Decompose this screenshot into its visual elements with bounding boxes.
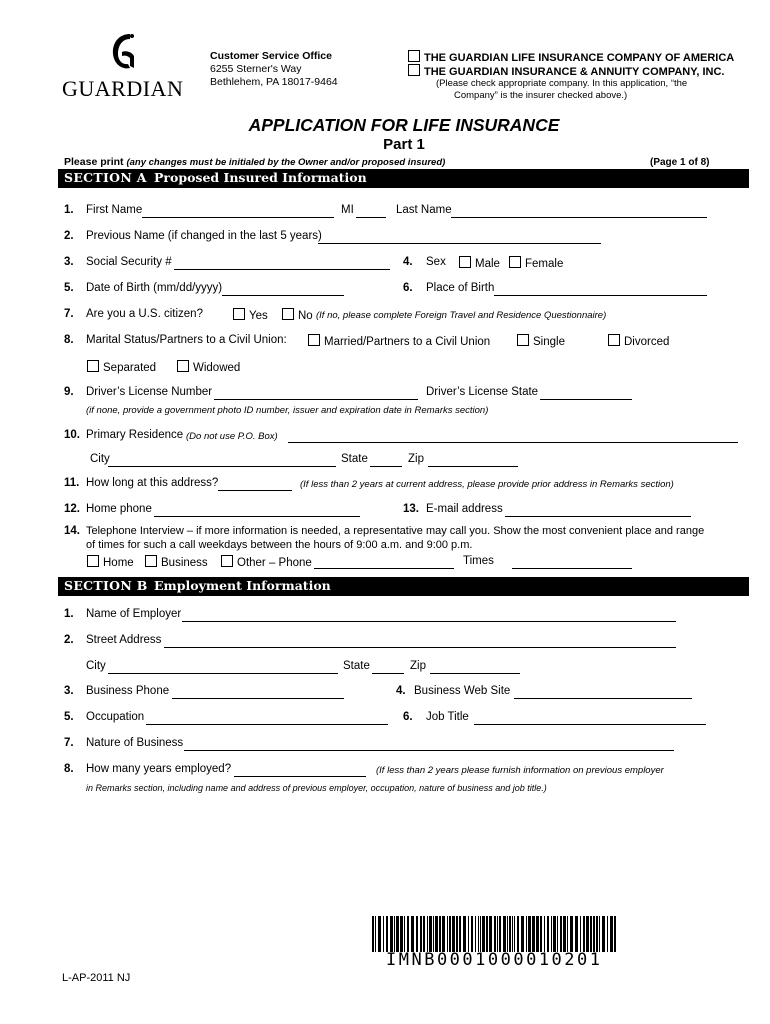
q5-number: 5. [64,282,74,294]
license-note: (if none, provide a government photo ID number, issuer and expiration date in Remarks section) [86,405,489,416]
email-label: E-mail address [426,503,503,515]
barcode-bar [404,916,405,952]
q8-number: 8. [64,334,74,346]
barcode-bar [494,916,496,952]
sex-label: Sex [426,256,446,268]
first-name-label: First Name [86,204,143,216]
website-label: Business Web Site [414,685,511,697]
separated-label: Separated [103,362,157,374]
business-phone-label: Business Phone [86,685,170,697]
employer-state-field[interactable] [372,661,404,674]
times-label: Times [463,555,494,567]
website-field[interactable] [514,686,692,699]
barcode-bar [512,916,513,952]
address-duration-note: (If less than 2 years at current address, please provide prior address in Remarks section) [300,479,674,490]
b6-number: 6. [403,711,413,723]
married-checkbox[interactable] [308,334,320,346]
company2-checkbox[interactable] [408,64,420,76]
interview-business-option [145,555,208,569]
interview-text-2: of times for such a call weekdays between the hours of 9:00 a.m. and 9:00 p.m. [86,539,473,551]
section-b-title: Employment Information [154,578,331,593]
nature-business-field[interactable] [184,738,674,751]
barcode-bar [452,916,455,952]
barcode-bar [407,916,409,952]
employer-zip-field[interactable] [430,661,520,674]
previous-name-field[interactable] [318,231,601,244]
widowed-checkbox[interactable] [177,360,189,372]
barcode-bar [433,916,434,952]
barcode-bar [439,916,441,952]
form-code: L-AP-2011 NJ [62,972,131,984]
b8-number: 8. [64,763,74,775]
other-phone-checkbox[interactable] [221,555,233,567]
no-label: No [298,310,313,322]
b2-number: 2. [64,634,74,646]
company1-label: THE GUARDIAN LIFE INSURANCE COMPANY OF AMERICA [424,52,735,64]
employer-city-label: City [86,660,106,672]
city-field[interactable] [108,454,336,467]
company2-label: THE GUARDIAN INSURANCE & ANNUITY COMPANY, INC. [424,66,725,78]
state-label: State [341,453,368,465]
ssn-field[interactable] [174,257,390,270]
single-label: Single [533,336,565,348]
company-option-2 [408,64,724,78]
q-number: 1. [64,204,74,216]
barcode-bar [478,916,479,952]
first-name-field[interactable] [142,205,334,218]
barcode-bar [553,916,556,952]
barcode-bar [442,916,445,952]
barcode-bar [489,916,492,952]
barcode [370,916,620,952]
male-checkbox[interactable] [459,256,471,268]
female-label: Female [525,258,564,270]
employer-name-label: Name of Employer [86,608,182,620]
license-number-label: Driver’s License Number [86,386,213,398]
barcode-bar [400,916,403,952]
section-a-header [58,169,749,188]
barcode-bar [593,916,595,952]
separated-checkbox[interactable] [87,360,99,372]
barcode-bar [468,916,469,952]
print-label: Please print [64,156,124,168]
residence-note: (Do not use P.O. Box) [186,431,278,442]
barcode-bar [390,916,393,952]
last-name-field[interactable] [451,205,707,218]
barcode-bar [486,916,488,952]
barcode-bar [386,916,388,952]
last-name-label: Last Name [396,204,452,216]
q9-number: 9. [64,386,74,398]
dob-label: Date of Birth (mm/dd/yyyy) [86,282,223,294]
b1-number: 1. [64,608,74,620]
b4-number: 4. [396,685,406,697]
job-title-field[interactable] [474,712,706,725]
barcode-bar [471,916,473,952]
q13-number: 13. [403,503,419,515]
q4-number: 4. [403,256,413,268]
barcode-bar [610,916,613,952]
barcode-bar [586,916,589,952]
q12-number: 12. [64,503,80,515]
male-label: Male [475,258,500,270]
street-address-field[interactable] [164,635,676,648]
times-field[interactable] [512,556,632,569]
barcode-bar [411,916,414,952]
divorced-checkbox[interactable] [608,334,620,346]
barcode-bar [383,916,384,952]
citizen-no-checkbox[interactable] [282,308,294,320]
barcode-bar [507,916,508,952]
barcode-bar [463,916,466,952]
barcode-bar [503,916,506,952]
company-note-1: (Please check appropriate company. In this application, “the [436,78,688,89]
barcode-bar [509,916,511,952]
barcode-bar [526,916,527,952]
barcode-text: IMNB0001000010201 [386,950,603,970]
job-title-label: Job Title [426,711,469,723]
single-checkbox[interactable] [517,334,529,346]
barcode-bar [429,916,432,952]
address-duration-field[interactable] [218,478,292,491]
married-label: Married/Partners to a Civil Union [324,336,491,348]
barcode-bar [521,916,524,952]
birthplace-field[interactable] [494,283,707,296]
address-duration-label: How long at this address? [86,477,219,489]
q14-number: 14. [64,525,80,537]
barcode-bar [497,916,498,952]
barcode-bar [499,916,501,952]
employer-state-label: State [343,660,370,672]
divorced-option [608,334,669,348]
barcode-bars [370,916,620,952]
page-number: (Page 1 of 8) [650,157,710,168]
section-a-title: Proposed Insured Information [154,170,367,185]
citizen-note: (If no, please complete Foreign Travel and Residence Questionnaire) [316,310,607,321]
yes-label: Yes [249,310,268,322]
barcode-bar [416,916,418,952]
home-phone-label: Home phone [86,503,152,515]
barcode-bar [560,916,562,952]
office-address-1: 6255 Sterner's Way [210,63,302,75]
citizen-no-option [282,308,313,322]
employer-city-field[interactable] [108,661,338,674]
barcode-bar [528,916,531,952]
business-label: Business [161,557,208,569]
street-address-label: Street Address [86,634,162,646]
barcode-bar [514,916,515,952]
license-state-field[interactable] [540,387,632,400]
license-number-field[interactable] [214,387,418,400]
barcode-bar [563,916,566,952]
widowed-label: Widowed [193,362,241,374]
barcode-bar [607,916,608,952]
q3-number: 3. [64,256,74,268]
interview-other-option [221,555,312,569]
dob-field[interactable] [222,283,344,296]
print-note: (any changes must be initialed by the Owner and/or proposed insured) [126,157,446,168]
citizen-yes-option [233,308,268,322]
sex-male-option [459,256,500,270]
birthplace-label: Place of Birth [426,282,495,294]
barcode-bar [599,916,600,952]
guardian-logo-icon [104,30,144,72]
barcode-bar [449,916,451,952]
barcode-bar [602,916,605,952]
barcode-bar [536,916,539,952]
barcode-bar [540,916,542,952]
barcode-bar [557,916,558,952]
q7-number: 7. [64,308,74,320]
company-note-2: Company” is the insurer checked above.) [454,90,628,101]
barcode-bar [423,916,425,952]
b3-number: 3. [64,685,74,697]
barcode-bar [590,916,592,952]
print-instruction [64,156,445,168]
barcode-bar [475,916,476,952]
interview-home-option [87,555,134,569]
years-employed-label: How many years employed? [86,763,232,775]
zip-field[interactable] [428,454,518,467]
sex-female-option [509,256,563,270]
guardian-logo [60,30,190,102]
occupation-label: Occupation [86,711,145,723]
barcode-bar [378,916,381,952]
single-option [517,334,565,348]
section-b-header [58,577,749,596]
q11-number: 11. [64,477,80,489]
divorced-label: Divorced [624,336,670,348]
years-employed-note-1: (If less than 2 years please furnish information on previous employer [376,765,664,776]
mi-label: MI [341,204,354,216]
business-phone-field[interactable] [172,686,344,699]
barcode-bar [596,916,598,952]
email-field[interactable] [505,504,691,517]
married-option [308,334,490,348]
b7-number: 7. [64,737,74,749]
business-checkbox[interactable] [145,555,157,567]
citizen-yes-checkbox[interactable] [233,308,245,320]
q10-number: 10. [64,429,80,441]
q6-number: 6. [403,282,413,294]
barcode-bar [575,916,578,952]
barcode-bar [435,916,438,952]
previous-name-label: Previous Name (if changed in the last 5 years) [86,230,322,242]
barcode-bar [375,916,376,952]
form-title: APPLICATION FOR LIFE INSURANCE [248,115,560,135]
occupation-field[interactable] [146,712,388,725]
barcode-bar [544,916,545,952]
barcode-bar [547,916,549,952]
company-option-1 [408,50,734,64]
b5-number: 5. [64,711,74,723]
license-state-label: Driver’s License State [426,386,539,398]
form-subtitle: Part 1 [383,136,425,153]
office-address-2: Bethlehem, PA 18017-9464 [210,76,338,88]
logo-wordmark: GUARDIAN [62,76,184,101]
ssn-label: Social Security # [86,256,172,268]
barcode-bar [427,916,428,952]
barcode-bar [480,916,481,952]
female-checkbox[interactable] [509,256,521,268]
employer-name-field[interactable] [182,609,676,622]
nature-business-label: Nature of Business [86,737,184,749]
barcode-bar [394,916,395,952]
citizen-label: Are you a U.S. citizen? [86,308,203,320]
barcode-bar [420,916,422,952]
mi-field[interactable] [356,205,386,218]
barcode-bar [532,916,535,952]
home-phone-field[interactable] [154,504,360,517]
barcode-bar [396,916,399,952]
barcode-bar [447,916,448,952]
barcode-bar [551,916,552,952]
city-label: City [90,453,110,465]
barcode-bar [567,916,568,952]
residence-field[interactable] [288,430,738,443]
years-employed-field[interactable] [234,764,366,777]
widowed-option [177,360,240,374]
other-phone-label: Other – Phone [237,557,312,569]
barcode-bar [580,916,581,952]
barcode-bar [517,916,519,952]
home-label: Home [103,557,134,569]
barcode-bar [570,916,573,952]
barcode-bar [614,916,616,952]
company1-checkbox[interactable] [408,50,420,62]
barcode-bar [583,916,585,952]
employer-zip-label: Zip [410,660,426,672]
q2-number: 2. [64,230,74,242]
separated-option [87,360,156,374]
section-b-label: SECTION B [64,578,148,593]
home-checkbox[interactable] [87,555,99,567]
zip-label: Zip [408,453,424,465]
marital-label: Marital Status/Partners to a Civil Union: [86,334,287,346]
barcode-bar [482,916,485,952]
barcode-bar [372,916,374,952]
office-title: Customer Service Office [210,50,332,62]
barcode-bar [456,916,458,952]
other-phone-field[interactable] [314,556,454,569]
years-employed-note-2: in Remarks section, including name and address of previous employer, occupation, nature of business and job title.) [86,783,547,793]
barcode-bar [459,916,461,952]
state-field[interactable] [370,454,402,467]
residence-label: Primary Residence [86,429,184,441]
question-first-name [64,204,143,216]
interview-text-1: Telephone Interview – if more information is needed, a representative may call you. Show the most convenient place and range [86,525,705,537]
section-a-label: SECTION A [64,170,147,185]
